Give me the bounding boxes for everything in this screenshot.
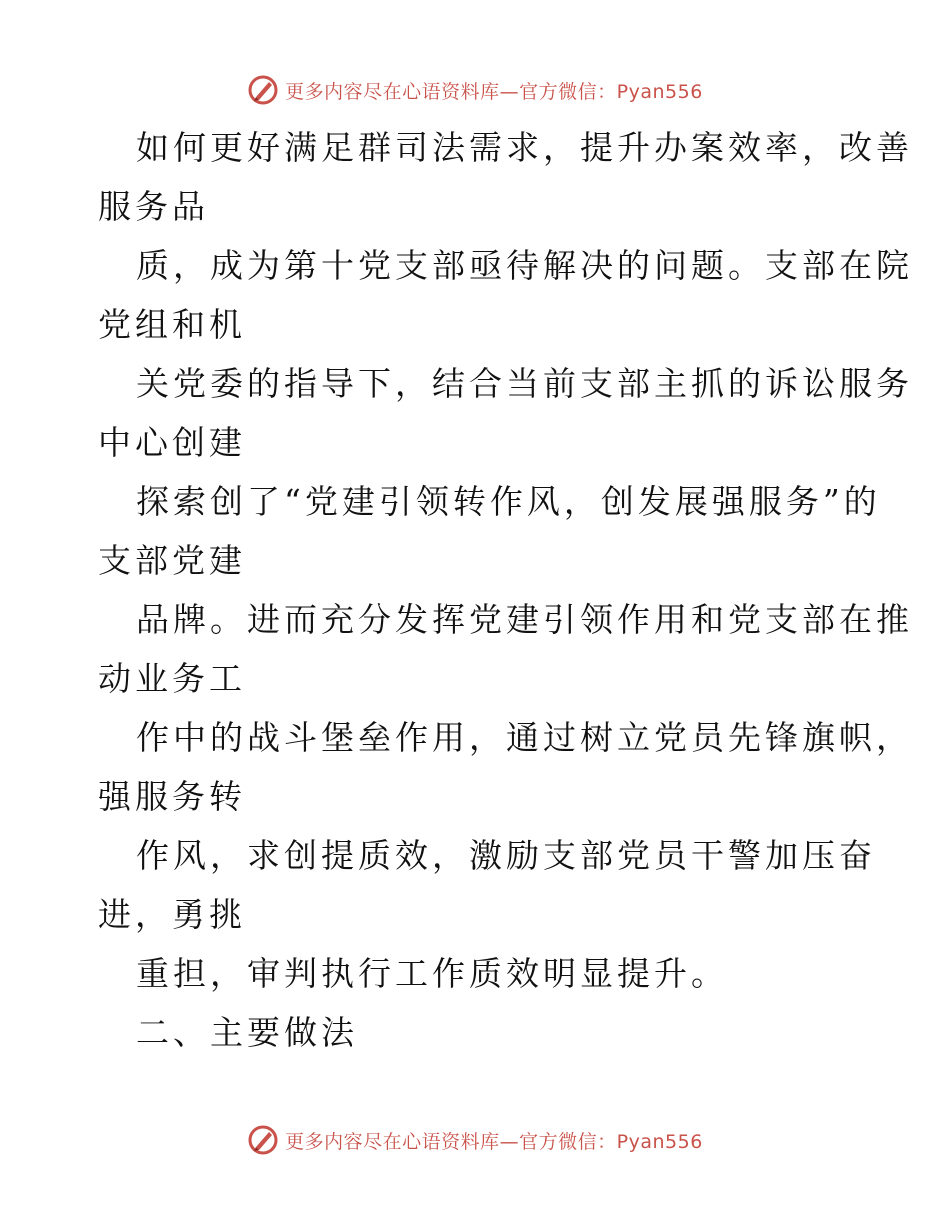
text-line: 服务品 xyxy=(98,187,209,226)
text-line: 中心创建 xyxy=(98,423,246,462)
pen-seal-icon xyxy=(247,74,279,106)
document-body xyxy=(98,118,913,1062)
text-line: 党组和机 xyxy=(98,305,246,344)
text-line: 质，成为第十党支部亟待解决的问题。支部在院 xyxy=(136,246,913,285)
text-line: 动业务工 xyxy=(98,659,246,698)
watermark-text: 更多内容尽在心语资料库—官方微信：Pyan556 xyxy=(285,80,703,103)
text-line: 重担，审判执行工作质效明显提升。 xyxy=(136,954,728,993)
watermark-text: 更多内容尽在心语资料库—官方微信：Pyan556 xyxy=(285,1130,703,1153)
text-line: 探索创了“党建引领转作风，创发展强服务”的 xyxy=(136,482,881,521)
pen-seal-icon xyxy=(247,1124,279,1156)
text-line: 进，勇挑 xyxy=(98,895,246,934)
header-watermark xyxy=(0,70,950,110)
text-line: 关党委的指导下，结合当前支部主抓的诉讼服务 xyxy=(136,364,913,403)
footer-watermark xyxy=(0,1120,950,1160)
text-line: 品牌。进而充分发挥党建引领作用和党支部在推 xyxy=(136,600,913,639)
text-line: 作中的战斗堡垒作用，通过树立党员先锋旗帜， xyxy=(136,718,913,757)
text-line: 强服务转 xyxy=(98,777,246,816)
text-line: 二、主要做法 xyxy=(136,1013,358,1052)
text-line: 作风，求创提质效，激励支部党员干警加压奋 xyxy=(136,836,876,875)
text-line: 支部党建 xyxy=(98,541,246,580)
text-line: 如何更好满足群司法需求，提升办案效率，改善 xyxy=(136,128,913,167)
